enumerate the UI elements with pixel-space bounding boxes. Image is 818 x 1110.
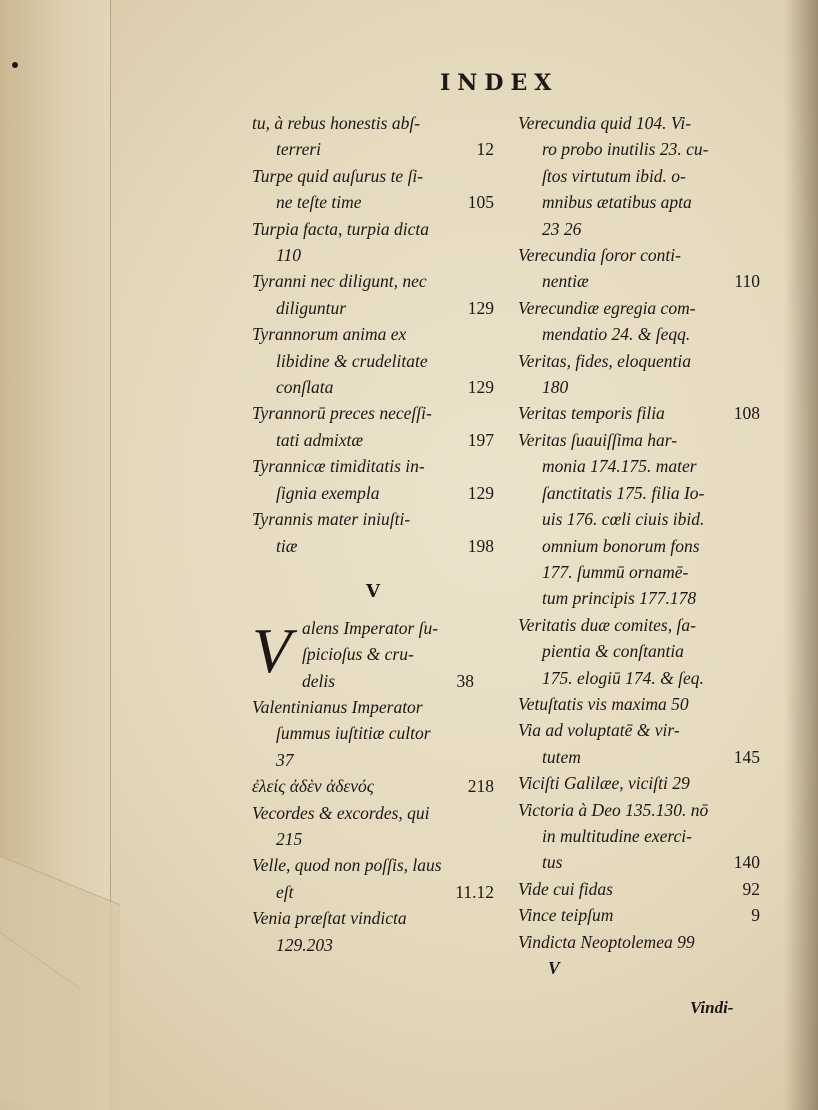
entry-text: Tyrannis mater iniuſti- (252, 509, 411, 530)
index-entry (252, 400, 494, 453)
entry-text: 175. elogiū 174. & ſeq. (542, 667, 704, 688)
entry-line (252, 826, 494, 852)
entry-text: Vince teipſum (518, 905, 614, 926)
entry-text: Turpia facta, turpia dicta (252, 218, 429, 239)
entry-text: Verecundia ſoror conti- (518, 245, 681, 266)
entry-text: omnium bonorum fons (542, 535, 700, 556)
entry-text: 180 (542, 377, 569, 398)
signature-mark: V (548, 958, 560, 978)
entry-line (252, 400, 494, 426)
drop-cap-entry (252, 615, 494, 694)
page-number: 108 (733, 403, 760, 424)
entry-text: Veritas, fides, eloquentia (518, 350, 692, 371)
entry-line (518, 136, 760, 162)
index-entry (518, 295, 760, 348)
index-entry (518, 400, 760, 426)
entry-line (518, 797, 760, 823)
entry-line (518, 665, 760, 691)
page-number: 129 (467, 377, 494, 398)
entry-line (518, 348, 760, 374)
entry-text: libidine & crudelitate (276, 350, 428, 371)
index-entry (252, 800, 494, 853)
index-entry (518, 929, 760, 955)
page-number: 38 (456, 670, 474, 691)
index-entry (252, 110, 494, 163)
index-entry (518, 242, 760, 295)
page-number: 129 (467, 297, 494, 318)
entry-line (252, 480, 494, 506)
left-entries-top (252, 110, 494, 559)
index-entry (252, 268, 494, 321)
index-entry (518, 110, 760, 242)
index-entry (518, 797, 760, 876)
entry-text: 129.203 (276, 934, 333, 955)
left-column (252, 110, 494, 958)
page-number: 12 (476, 139, 494, 160)
entry-text: Vetuſtatis vis maxima 50 (518, 693, 689, 714)
entry-line: ſpicioſus & cru- (302, 644, 414, 665)
entry-text: 37 (276, 749, 294, 770)
entry-text: Tyrannorū preces neceſſi- (252, 403, 432, 424)
entry-text: eſt (276, 881, 294, 902)
entry-line (252, 800, 494, 826)
entry-text: ro probo inutilis 23. cu- (542, 139, 709, 160)
entry-text: Tyrannicæ timiditatis in- (252, 456, 425, 477)
entry-line (518, 744, 760, 770)
page-number: 105 (467, 192, 494, 213)
entry-text: tati admixtæ (276, 429, 364, 450)
entry-text: ſignia exempla (276, 482, 380, 503)
entry-text: ſummus iuſtitiæ cultor (276, 723, 431, 744)
entry-text: Veritatis duæ comites, ſa- (518, 614, 696, 635)
entry-line (252, 932, 494, 958)
entry-line (518, 638, 760, 664)
entry-text: Turpe quid auſurus te ſi- (252, 165, 424, 186)
entry-text: diliguntur (276, 297, 347, 318)
entry-line (518, 849, 760, 875)
entry-line (518, 823, 760, 849)
entry-text: 177. ſummū ornamē- (542, 561, 689, 582)
catchword: Vindi- (690, 998, 734, 1017)
entry-text: terreri (276, 139, 322, 160)
entry-text: Via ad voluptatē & vir- (518, 720, 680, 741)
binding-shadow (784, 0, 818, 1110)
page-number: 11.12 (455, 881, 494, 902)
entry-line (518, 691, 760, 717)
entry-line (518, 321, 760, 347)
entry-line (518, 242, 760, 268)
entry-text: nentiæ (542, 271, 589, 292)
entry-line (518, 189, 760, 215)
index-entry (252, 321, 494, 400)
entry-text: tu, à rebus honestis abſ- (252, 113, 421, 133)
entry-text: Venia præſtat vindicta (252, 908, 407, 929)
entry-line (518, 400, 760, 426)
entry-line (252, 136, 494, 162)
entry-line (518, 110, 760, 136)
entry-line (518, 506, 760, 532)
entry-line (518, 453, 760, 479)
index-entry (518, 770, 760, 796)
entry-text: Verecundia quid 104. Vi- (518, 113, 692, 133)
entry-text: uis 176. cœli ciuis ibid. (542, 509, 705, 530)
index-entry (252, 773, 494, 799)
entry-text: Vindicta Neoptolemea 99 (518, 931, 695, 952)
entry-text: 110 (276, 245, 301, 266)
entry-line (252, 374, 494, 400)
section-letter: V (366, 580, 380, 602)
left-entries-bottom (252, 694, 494, 958)
index-entry (518, 902, 760, 928)
entry-text: tutem (542, 746, 581, 767)
page-number: 198 (467, 535, 494, 556)
entry-line (518, 717, 760, 743)
page-number: 92 (742, 878, 760, 899)
entry-line (252, 189, 494, 215)
entry-text: Tyranni nec diligunt, nec (252, 271, 427, 292)
entry-text: ſanctitatis 175. filia Io- (542, 482, 705, 503)
index-entry (252, 216, 494, 269)
entry-line (518, 163, 760, 189)
index-entry (518, 612, 760, 691)
entry-text: pientia & conſtantia (542, 641, 684, 662)
entry-text: Victoria à Deo 135.130. nō (518, 799, 709, 820)
entry-text: Verecundiæ egregia com- (518, 297, 696, 318)
index-entry (518, 348, 760, 401)
entry-text: mendatio 24. & ſeqq. (542, 324, 691, 345)
index-entry (252, 852, 494, 905)
entry-line (518, 268, 760, 294)
entry-line (252, 879, 494, 905)
entry-text: 23 26 (542, 218, 582, 239)
entry-line (518, 374, 760, 400)
entry-line (252, 506, 494, 532)
entry-line (252, 110, 494, 136)
index-entry (252, 163, 494, 216)
entry-line (252, 163, 494, 189)
ink-spot (12, 62, 18, 68)
page-number: 197 (467, 429, 494, 450)
entry-line (252, 242, 494, 268)
entry-line (252, 533, 494, 559)
entry-text: Veritas temporis filia (518, 403, 665, 424)
entry-line (252, 348, 494, 374)
right-entries (518, 110, 760, 955)
page-header: INDEX (440, 70, 559, 96)
entry-line (252, 905, 494, 931)
entry-text: tus (542, 852, 563, 873)
entry-line (252, 720, 494, 746)
entry-line: alens Imperator ſu- (302, 617, 439, 638)
index-entry (252, 506, 494, 559)
entry-line (518, 585, 760, 611)
entry-text: ἐλείς ἀδὲν ἀδενός (252, 776, 374, 797)
entry-line (518, 216, 760, 242)
drop-cap: V (252, 614, 292, 686)
entry-text: tiæ (276, 535, 298, 556)
entry-text: Valentinianus Imperator (252, 696, 423, 717)
entry-line (252, 321, 494, 347)
page-number: 145 (733, 746, 760, 767)
entry-text: delis (302, 670, 336, 691)
entry-line (252, 295, 494, 321)
index-entry (518, 717, 760, 770)
entry-line (252, 747, 494, 773)
entry-text: tum principis 177.178 (542, 588, 697, 609)
index-entry (252, 694, 494, 773)
page-number: 9 (751, 905, 760, 926)
entry-line (252, 852, 494, 878)
page-number: 140 (733, 852, 760, 873)
entry-line (518, 612, 760, 638)
entry-line (252, 427, 494, 453)
entry-text: in multitudine exerci- (542, 825, 692, 846)
entry-line (518, 902, 760, 928)
page-number: 129 (467, 482, 494, 503)
index-entry (252, 905, 494, 958)
entry-text: 215 (276, 828, 303, 849)
entry-text: Veritas ſuauiſſima har- (518, 429, 678, 450)
entry-line (518, 770, 760, 796)
entry-line (518, 533, 760, 559)
right-column (518, 110, 760, 981)
index-entry (518, 691, 760, 717)
entry-line (518, 876, 760, 902)
index-entry (252, 453, 494, 506)
entry-line (252, 216, 494, 242)
entry-line (252, 453, 494, 479)
entry-line (518, 427, 760, 453)
entry-text: ne teſte time (276, 192, 362, 213)
index-entry (518, 876, 760, 902)
index-entry (518, 427, 760, 612)
entry-text: Vecordes & excordes, qui (252, 802, 430, 823)
entry-text: Vide cui fidas (518, 878, 613, 899)
entry-text: Tyrannorum anima ex (252, 324, 407, 345)
page-number: 110 (734, 271, 760, 292)
entry-line (518, 559, 760, 585)
entry-line (252, 773, 494, 799)
entry-line (518, 480, 760, 506)
entry-line (518, 295, 760, 321)
entry-text: conſlata (276, 377, 334, 398)
entry-text: Viciſti Galilæe, viciſti 29 (518, 773, 690, 794)
entry-text: Velle, quod non poſſis, laus (252, 855, 442, 876)
entry-text: ſtos virtutum ibid. o- (542, 165, 686, 186)
entry-line (252, 268, 494, 294)
page-number: 218 (467, 776, 494, 797)
entry-text: monia 174.175. mater (542, 456, 697, 477)
entry-text: mnibus ætatibus apta (542, 192, 692, 213)
entry-line (518, 929, 760, 955)
entry-line (252, 694, 494, 720)
